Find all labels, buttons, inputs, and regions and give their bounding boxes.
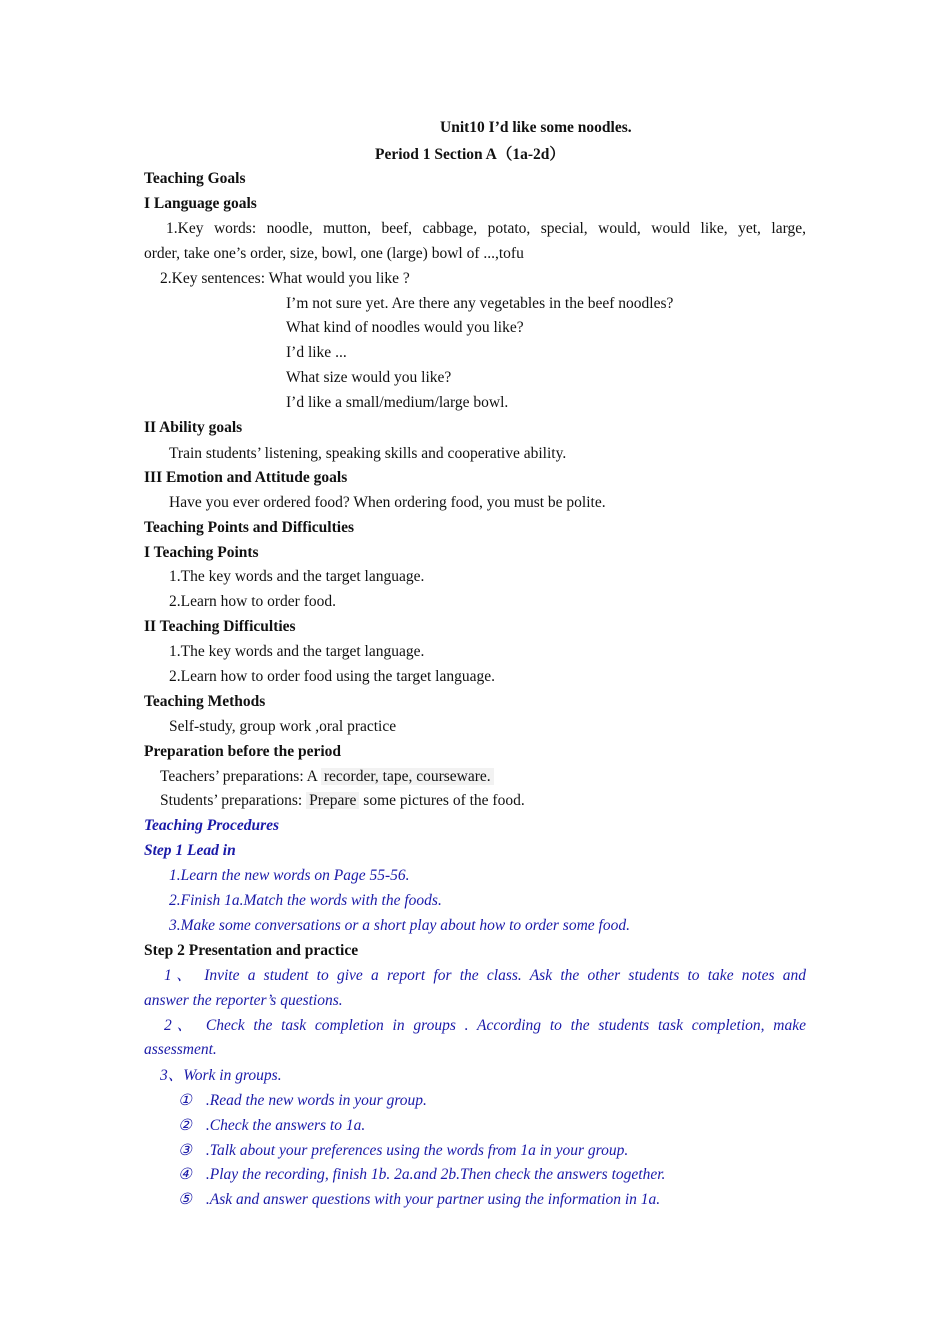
step1-item: 2.Finish 1a.Match the words with the foods.	[169, 892, 442, 909]
teaching-point-item: 2.Learn how to order food.	[169, 593, 337, 610]
step1-item: 3.Make some conversations or a short play about how to order some food.	[169, 917, 630, 934]
step2-item-2-line-1: 2、 Check the task completion in groups . According to the students task completion, make	[164, 1017, 806, 1034]
emotion-goals-heading: III Emotion and Attitude goals	[144, 469, 348, 486]
ability-goals-text: Train students’ listening, speaking skills and cooperative ability.	[169, 445, 567, 462]
key-sentence: What size would you like?	[286, 369, 452, 386]
item-number: ①	[178, 1092, 192, 1109]
teaching-difficulty-item: 2.Learn how to order food using the target language.	[169, 668, 495, 685]
step2-item-2-line-2: assessment.	[144, 1041, 217, 1058]
student-preparation	[160, 791, 525, 811]
methods-heading: Teaching Methods	[144, 693, 266, 710]
item-number: ⑤	[178, 1191, 192, 1208]
key-words-line-2: order, take one’s order, size, bowl, one (large) bowl of ...,tofu	[144, 245, 524, 262]
teaching-goals-heading: Teaching Goals	[144, 170, 246, 187]
group-work-item	[178, 1116, 365, 1136]
emotion-goals-text: Have you ever ordered food? When ordering food, you must be polite.	[169, 494, 606, 511]
key-sentence: What kind of noodles would you like?	[286, 319, 524, 336]
language-goals-heading: I Language goals	[144, 195, 257, 212]
group-work-item	[178, 1091, 427, 1111]
step1-item: 1.Learn the new words on Page 55-56.	[169, 867, 410, 884]
teacher-preparation	[160, 767, 494, 787]
key-sentences-label: 2.Key sentences: What would you like ?	[160, 270, 410, 287]
item-text: .Ask and answer questions with your partner using the information in 1a.	[205, 1191, 661, 1208]
item-text: .Check the answers to 1a.	[205, 1117, 366, 1134]
points-heading: Teaching Points and Difficulties	[144, 519, 354, 536]
procedures-heading: Teaching Procedures	[144, 817, 280, 834]
page-title: Unit10 I’d like some noodles.	[440, 119, 632, 136]
item-number: ②	[178, 1117, 192, 1134]
item-text: .Talk about your preferences using the words from 1a in your group.	[205, 1142, 629, 1159]
teacher-preparation-label: Teachers’ preparations: A	[160, 768, 321, 785]
teaching-difficulty-item: 1.The key words and the target language.	[169, 643, 425, 660]
step2-item-3: 3、Work in groups.	[160, 1067, 282, 1084]
teaching-point-item: 1.The key words and the target language.	[169, 568, 425, 585]
teacher-preparation-value: recorder, tape, courseware.	[321, 768, 494, 785]
page-subtitle: Period 1 Section A（1a-2d）	[375, 146, 565, 163]
student-preparation-highlight: Prepare	[306, 792, 359, 809]
teaching-points-heading: I Teaching Points	[144, 544, 259, 561]
item-number: ④	[178, 1166, 192, 1183]
step2-heading: Step 2 Presentation and practice	[144, 942, 359, 959]
step2-item-1-line-1: 1、 Invite a student to give a report for the class. Ask the other students to take notes and	[164, 967, 806, 984]
group-work-item	[178, 1190, 660, 1210]
key-sentence: I’d like ...	[286, 344, 347, 361]
item-text: .Play the recording, finish 1b. 2a.and 2b.Then check the answers together.	[205, 1166, 666, 1183]
teaching-difficulties-heading: II Teaching Difficulties	[144, 618, 296, 635]
step2-item-1-line-2: answer the reporter’s questions.	[144, 992, 343, 1009]
methods-text: Self-study, group work ,oral practice	[169, 718, 397, 735]
ability-goals-heading: II Ability goals	[144, 419, 243, 436]
group-work-item	[178, 1165, 665, 1185]
key-words-line-1: 1.Key words: noodle, mutton, beef, cabbage, potato, special, would, would like, yet, large,	[166, 220, 806, 237]
student-preparation-label: Students’ preparations:	[160, 792, 307, 809]
preparation-heading: Preparation before the period	[144, 743, 342, 760]
item-text: .Read the new words in your group.	[205, 1092, 427, 1109]
group-work-item	[178, 1141, 628, 1161]
key-sentence: I’m not sure yet. Are there any vegetables in the beef noodles?	[286, 295, 674, 312]
item-number: ③	[178, 1142, 192, 1159]
student-preparation-rest: some pictures of the food.	[359, 792, 525, 809]
key-sentence: I’d like a small/medium/large bowl.	[286, 394, 509, 411]
step1-heading: Step 1 Lead in	[144, 842, 236, 859]
